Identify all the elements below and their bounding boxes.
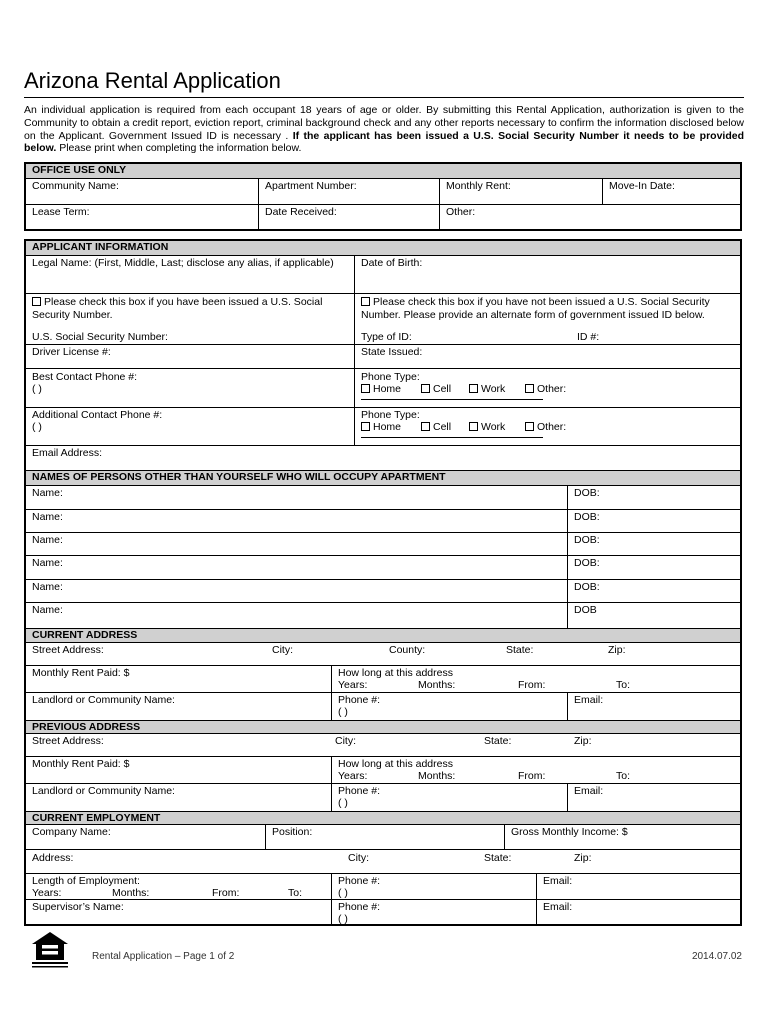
years-label: Years:: [32, 887, 62, 899]
landlord-phone-cell[interactable]: [331, 784, 567, 811]
id-type-field[interactable]: Type of ID:: [361, 331, 412, 343]
monthly-rent-paid-field[interactable]: Monthly Rent Paid: $: [32, 758, 130, 770]
applicant-row-ssn: [26, 293, 740, 344]
current-address-row-rent: [26, 665, 740, 692]
checkbox-icon[interactable]: [469, 384, 478, 393]
months-label: Months:: [112, 887, 150, 899]
driver-license-field[interactable]: Driver License #:: [32, 346, 111, 358]
state-field[interactable]: State:: [484, 852, 512, 864]
ssn-field[interactable]: U.S. Social Security Number:: [32, 331, 168, 343]
occupant-row: [26, 602, 740, 628]
area-code-paren: ( ): [338, 706, 348, 718]
phone-other-option[interactable]: [525, 421, 566, 434]
area-code-paren: ( ): [338, 797, 348, 809]
applicant-row-name: [26, 255, 740, 293]
additional-contact-cell[interactable]: [26, 408, 354, 445]
section-header: CURRENT EMPLOYMENT: [26, 811, 740, 824]
checkbox-icon[interactable]: [421, 422, 430, 431]
cell-label: Cell: [433, 383, 452, 395]
phone-label: Phone #:: [338, 785, 381, 797]
employment-row-company: [26, 824, 740, 849]
occupant-dob-field[interactable]: DOB:: [567, 486, 740, 509]
phone-label: Phone #:: [338, 875, 381, 887]
date-of-birth-field[interactable]: Date of Birth:: [354, 256, 740, 293]
footer-date: 2014.07.02: [691, 951, 742, 962]
checkbox-icon[interactable]: [361, 422, 370, 431]
previous-address-row-street: [26, 733, 740, 756]
title-rule: [24, 97, 744, 98]
area-code-paren: ( ): [32, 383, 42, 395]
checkbox-icon[interactable]: [361, 384, 370, 393]
employment-row-length: [26, 873, 740, 899]
phone-home-option[interactable]: [361, 421, 401, 434]
street-address-field[interactable]: Street Address:: [32, 735, 104, 747]
no-ssn-check-text: Please check this box if you have not been issued a U.S. Social Security Number. Please provide an alternate form of government issued ID below.: [361, 296, 710, 321]
applicant-row-best-contact: [26, 368, 740, 407]
ssn-check-label[interactable]: [32, 296, 348, 321]
company-name-field[interactable]: Company Name:: [32, 826, 111, 838]
length-label: Length of Employment:: [32, 875, 140, 887]
additional-contact-label: Additional Contact Phone #:: [32, 409, 163, 421]
underline: [361, 399, 543, 400]
months-label: Months:: [418, 679, 456, 691]
employer-phone-cell[interactable]: [331, 874, 536, 899]
address-field[interactable]: Address:: [32, 852, 74, 864]
office-row-2: [26, 204, 740, 229]
phone-other-option[interactable]: [525, 383, 566, 396]
alt-id-cell: [354, 294, 740, 344]
years-label: Years:: [338, 770, 368, 782]
community-name-field[interactable]: Community Name:: [32, 180, 119, 192]
employment-row-supervisor: [26, 899, 740, 924]
id-number-field[interactable]: ID #:: [577, 331, 600, 343]
phone-work-option[interactable]: [469, 383, 505, 396]
phone-label: Phone #:: [338, 901, 381, 913]
zip-field[interactable]: Zip:: [574, 735, 592, 747]
no-ssn-check-label[interactable]: [361, 296, 737, 321]
home-label: Home: [373, 383, 402, 395]
date-received-field[interactable]: Date Received:: [258, 205, 439, 229]
landlord-email-field[interactable]: Email:: [567, 784, 740, 811]
occupant-row: [26, 555, 740, 579]
street-address-field[interactable]: Street Address:: [32, 644, 104, 656]
checkbox-icon[interactable]: [525, 384, 534, 393]
from-label: From:: [518, 679, 546, 691]
applicant-section: [24, 239, 742, 926]
email-address-field[interactable]: Email Address:: [32, 447, 103, 459]
supervisor-phone-cell[interactable]: [331, 900, 536, 924]
intro-text-2: Please print when completing the information below.: [56, 142, 302, 155]
intro-text-1: An individual application is required from each occupant 18 years of age or older. By submitting this Rental Application, authorization is given to the Community to obtain a credit report, eviction report, criminal background check and any other reports necessary to confirm the information disclosed below on the Applicant. Government Issued ID is necessary .: [24, 104, 744, 142]
phone-type-label: Phone Type:: [361, 371, 420, 383]
best-contact-cell[interactable]: [26, 369, 354, 407]
section-header: CURRENT ADDRESS: [26, 628, 740, 642]
best-contact-label: Best Contact Phone #:: [32, 371, 138, 383]
section-header: APPLICANT INFORMATION: [26, 241, 740, 255]
occupant-dob-field[interactable]: DOB:: [567, 580, 740, 602]
zip-field[interactable]: Zip:: [608, 644, 626, 656]
zip-field[interactable]: Zip:: [574, 852, 592, 864]
occupant-dob-field[interactable]: DOB:: [567, 556, 740, 579]
phone-cell-option[interactable]: [421, 421, 451, 434]
landlord-name-field[interactable]: Landlord or Community Name:: [32, 694, 175, 706]
office-use-section: [24, 162, 742, 231]
employer-email-field[interactable]: Email:: [536, 874, 740, 899]
supervisor-email-field[interactable]: Email:: [536, 900, 740, 924]
to-label: To:: [616, 679, 631, 691]
how-long-label: How long at this address: [338, 758, 453, 770]
state-issued-field[interactable]: State Issued:: [354, 345, 740, 368]
area-code-paren: ( ): [338, 913, 348, 925]
employment-row-address: [26, 849, 740, 873]
work-label: Work: [481, 383, 506, 395]
occupant-name-field[interactable]: Name:: [32, 487, 63, 499]
footer-page-label: Rental Application – Page 1 of 2: [92, 951, 235, 962]
checkbox-icon[interactable]: [32, 297, 41, 306]
occupant-dob-field[interactable]: DOB:: [567, 533, 740, 555]
ssn-check-text: Please check this box if you have been issued a U.S. Social Security Number.: [32, 296, 323, 321]
occupant-row: [26, 485, 740, 509]
how-long-cell[interactable]: [331, 666, 740, 692]
occupant-dob-field[interactable]: DOB: [567, 603, 740, 628]
supervisor-name-field[interactable]: Supervisor’s Name:: [32, 901, 124, 913]
intro-paragraph: [24, 104, 744, 155]
to-label: To:: [288, 887, 303, 899]
years-label: Years:: [338, 679, 368, 691]
from-label: From:: [518, 770, 546, 782]
phone-cell-option[interactable]: [421, 383, 451, 396]
section-header: PREVIOUS ADDRESS: [26, 720, 740, 733]
occupant-row: [26, 579, 740, 602]
state-field[interactable]: State:: [506, 644, 534, 656]
equal-housing-logo-icon: [30, 930, 70, 970]
page-title: Arizona Rental Application: [24, 68, 281, 93]
move-in-date-field[interactable]: Move-In Date:: [602, 179, 740, 204]
occupant-name-field[interactable]: Name:: [32, 511, 63, 523]
county-field[interactable]: County:: [389, 644, 426, 656]
section-header: OFFICE USE ONLY: [26, 164, 740, 178]
previous-address-row-rent: [26, 756, 740, 783]
landlord-name-field[interactable]: Landlord or Community Name:: [32, 785, 175, 797]
checkbox-icon[interactable]: [525, 422, 534, 431]
how-long-label: How long at this address: [338, 667, 453, 679]
best-phone-type-cell: [354, 369, 740, 407]
checkbox-icon[interactable]: [421, 384, 430, 393]
other-label: Other:: [537, 421, 567, 433]
phone-type-label: Phone Type:: [361, 409, 420, 421]
gross-income-field[interactable]: Gross Monthly Income: $: [504, 825, 740, 849]
state-field[interactable]: State:: [484, 735, 512, 747]
checkbox-icon[interactable]: [361, 297, 370, 306]
phone-label: Phone #:: [338, 694, 381, 706]
home-label: Home: [373, 421, 402, 433]
to-label: To:: [616, 770, 631, 782]
ssn-cell: [26, 294, 354, 344]
phone-work-option[interactable]: [469, 421, 505, 434]
occupant-name-field[interactable]: Name:: [32, 604, 63, 616]
phone-home-option[interactable]: [361, 383, 401, 396]
position-field[interactable]: Position:: [265, 825, 504, 849]
city-field[interactable]: City:: [272, 644, 293, 656]
from-label: From:: [212, 887, 240, 899]
occupant-name-field[interactable]: Name:: [32, 534, 63, 546]
months-label: Months:: [418, 770, 456, 782]
how-long-cell[interactable]: [331, 757, 740, 783]
occupant-dob-field[interactable]: DOB:: [567, 510, 740, 532]
intro-text-bold: If the applicant has been issued a U.S. Social Security Number it needs to be provided below.: [24, 129, 744, 155]
area-code-paren: ( ): [338, 887, 348, 899]
landlord-phone-cell[interactable]: [331, 693, 567, 720]
occupant-row: [26, 532, 740, 555]
previous-address-row-landlord: [26, 783, 740, 811]
checkbox-icon[interactable]: [469, 422, 478, 431]
landlord-email-field[interactable]: Email:: [567, 693, 740, 720]
occupant-name-field[interactable]: Name:: [32, 557, 63, 569]
applicant-row-email: [26, 445, 740, 470]
additional-phone-type-cell: [354, 408, 740, 445]
length-employment-cell[interactable]: [26, 874, 331, 899]
monthly-rent-paid-field[interactable]: Monthly Rent Paid: $: [32, 667, 130, 679]
other-field[interactable]: Other:: [439, 205, 740, 229]
legal-name-field[interactable]: Legal Name: (First, Middle, Last; disclose any alias, if applicable): [32, 257, 334, 269]
applicant-row-license: [26, 344, 740, 368]
apartment-number-field[interactable]: Apartment Number:: [258, 179, 439, 204]
cell-label: Cell: [433, 421, 452, 433]
applicant-row-additional-contact: [26, 407, 740, 445]
other-label: Other:: [537, 383, 567, 395]
work-label: Work: [481, 421, 506, 433]
occupant-row: [26, 509, 740, 532]
city-field[interactable]: City:: [348, 852, 369, 864]
monthly-rent-field[interactable]: Monthly Rent:: [439, 179, 602, 204]
area-code-paren: ( ): [32, 421, 42, 433]
current-address-row-landlord: [26, 692, 740, 720]
occupant-name-field[interactable]: Name:: [32, 581, 63, 593]
office-row-1: [26, 178, 740, 204]
current-address-row-street: [26, 642, 740, 665]
underline: [361, 437, 543, 438]
lease-term-field[interactable]: Lease Term:: [32, 206, 90, 218]
section-header: NAMES OF PERSONS OTHER THAN YOURSELF WHO WILL OCCUPY APARTMENT: [26, 470, 740, 485]
city-field[interactable]: City:: [335, 735, 356, 747]
